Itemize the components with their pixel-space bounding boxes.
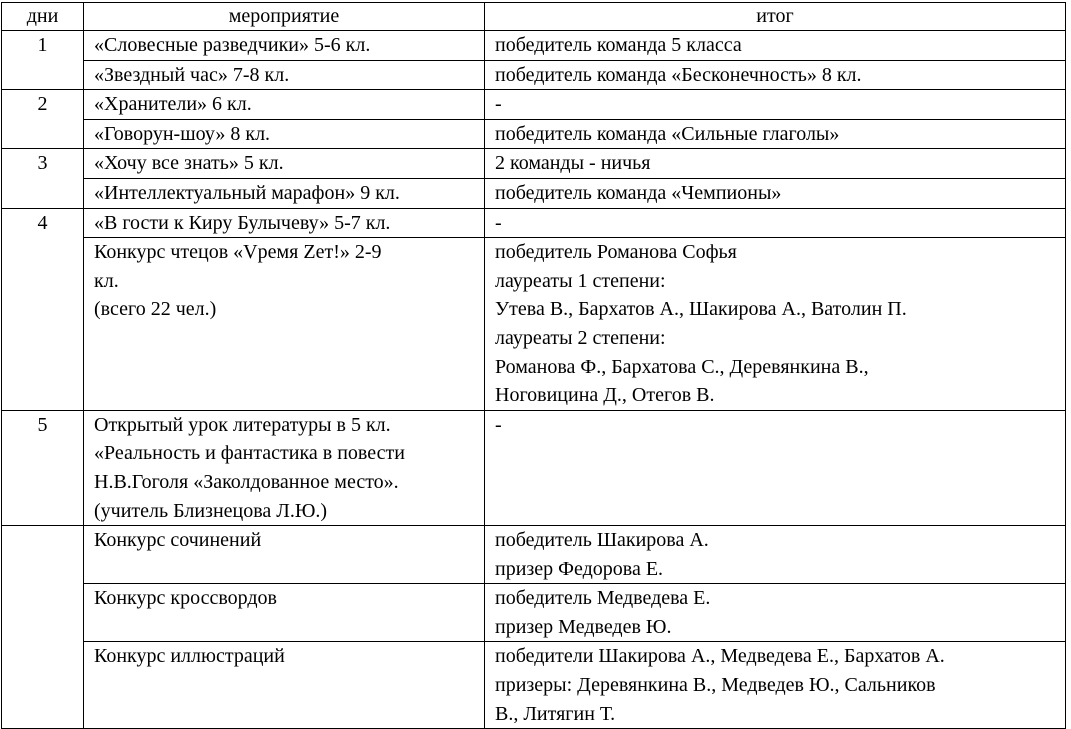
event-cell: [84, 119, 485, 149]
day-cell: 2: [2, 90, 84, 149]
result-cell: [485, 410, 1066, 525]
event-line: «Словесные разведчики» 5-6 кл.: [94, 34, 371, 56]
event-cell: [84, 584, 485, 642]
day-cell-empty: [2, 526, 84, 729]
event-cell: [84, 149, 485, 179]
day-cell: 1: [2, 31, 84, 90]
result-cell: [485, 149, 1066, 179]
event-line: (всего 22 чел.): [94, 298, 217, 321]
event-line: Н.В.Гоголя «Заколдованное место».: [94, 470, 399, 493]
result-line: В., Литягин Т.: [495, 702, 616, 725]
result-line: -: [495, 413, 502, 436]
event-cell: [84, 31, 485, 61]
table-row: [2, 149, 1066, 179]
result-line: победитель Романова Софья: [495, 241, 737, 264]
table-row: [2, 90, 1066, 120]
result-line: 2 команды - ничья: [495, 152, 651, 175]
table-row: [2, 178, 1066, 208]
result-line: призеры: Деревянкина В., Медведев Ю., Сальников: [495, 674, 936, 697]
table-row: [2, 238, 1066, 411]
event-line: «Говорун-шоу» 8 кл.: [94, 122, 271, 145]
result-line: -: [495, 93, 502, 116]
result-line: победитель Шакирова А.: [495, 529, 709, 552]
result-line: победитель команда «Чемпионы»: [495, 181, 782, 204]
table-row: [2, 119, 1066, 149]
event-line: «В гости к Киру Булычеву» 5-7 кл.: [94, 211, 391, 234]
header-day: дни: [2, 3, 84, 31]
result-line: победитель Медведева Е.: [495, 587, 711, 610]
event-line: (учитель Близнецова Л.Ю.): [94, 499, 328, 522]
result-line: Утева В., Бархатов А., Шакирова А., Ватолин П.: [495, 298, 907, 321]
day-cell: 3: [2, 149, 84, 208]
table-row: [2, 410, 1066, 525]
result-cell: [485, 178, 1066, 208]
result-line: победители Шакирова А., Медведева Е., Бархатов А.: [495, 645, 945, 668]
event-line: Конкурс иллюстраций: [94, 645, 285, 668]
event-cell: [84, 178, 485, 208]
result-cell: [485, 238, 1066, 411]
event-cell: [84, 90, 485, 120]
event-line: Открытый урок литературы в 5 кл.: [94, 413, 391, 436]
event-line: «Реальность и фантастика в повести: [94, 442, 405, 465]
result-cell: [485, 60, 1066, 90]
result-line: победитель команда «Сильные глаголы»: [495, 122, 840, 145]
events-table: [1, 2, 1066, 729]
day-cell: 5: [2, 410, 84, 525]
result-line: победитель команда 5 класса: [495, 34, 742, 56]
result-cell: [485, 119, 1066, 149]
result-cell: [485, 642, 1066, 729]
event-cell: [84, 60, 485, 90]
result-line: Романова Ф., Бархатова С., Деревянкина В.,: [495, 355, 869, 378]
header-row: [2, 3, 1066, 31]
event-line: «Звездный час» 7-8 кл.: [94, 63, 290, 86]
event-line: «Хочу все знать» 5 кл.: [94, 152, 284, 175]
table-row: [2, 642, 1066, 729]
event-line: кл.: [94, 269, 119, 292]
result-cell: [485, 31, 1066, 61]
result-line: призер Федорова Е.: [495, 557, 664, 580]
result-cell: [485, 208, 1066, 238]
table-row: [2, 584, 1066, 642]
event-line: Конкурс чтецов «Vремя Zет!» 2-9: [94, 241, 382, 264]
result-line: призер Медведев Ю.: [495, 615, 672, 638]
event-line: «Хранители» 6 кл.: [94, 93, 252, 116]
result-cell: [485, 584, 1066, 642]
table-row: [2, 526, 1066, 584]
event-cell: [84, 642, 485, 729]
table-row: [2, 31, 1066, 61]
result-line: Ноговицина Д., Отегов В.: [495, 384, 715, 407]
header-result: итог: [485, 3, 1066, 31]
event-line: «Интеллектуальный марафон» 9 кл.: [94, 181, 400, 204]
result-line: лауреаты 2 степени:: [495, 326, 666, 349]
event-cell: [84, 410, 485, 525]
table-row: [2, 208, 1066, 238]
event-cell: [84, 238, 485, 411]
event-cell: [84, 526, 485, 584]
header-event: мероприятие: [84, 3, 485, 31]
result-line: -: [495, 211, 502, 234]
table-row: [2, 60, 1066, 90]
day-cell: 4: [2, 208, 84, 410]
event-line: Конкурс кроссвордов: [94, 587, 277, 610]
event-line: Конкурс сочинений: [94, 529, 262, 552]
result-cell: [485, 526, 1066, 584]
result-line: лауреаты 1 степени:: [495, 269, 666, 292]
result-cell: [485, 90, 1066, 120]
event-cell: [84, 208, 485, 238]
result-line: победитель команда «Бесконечность» 8 кл.: [495, 63, 862, 86]
